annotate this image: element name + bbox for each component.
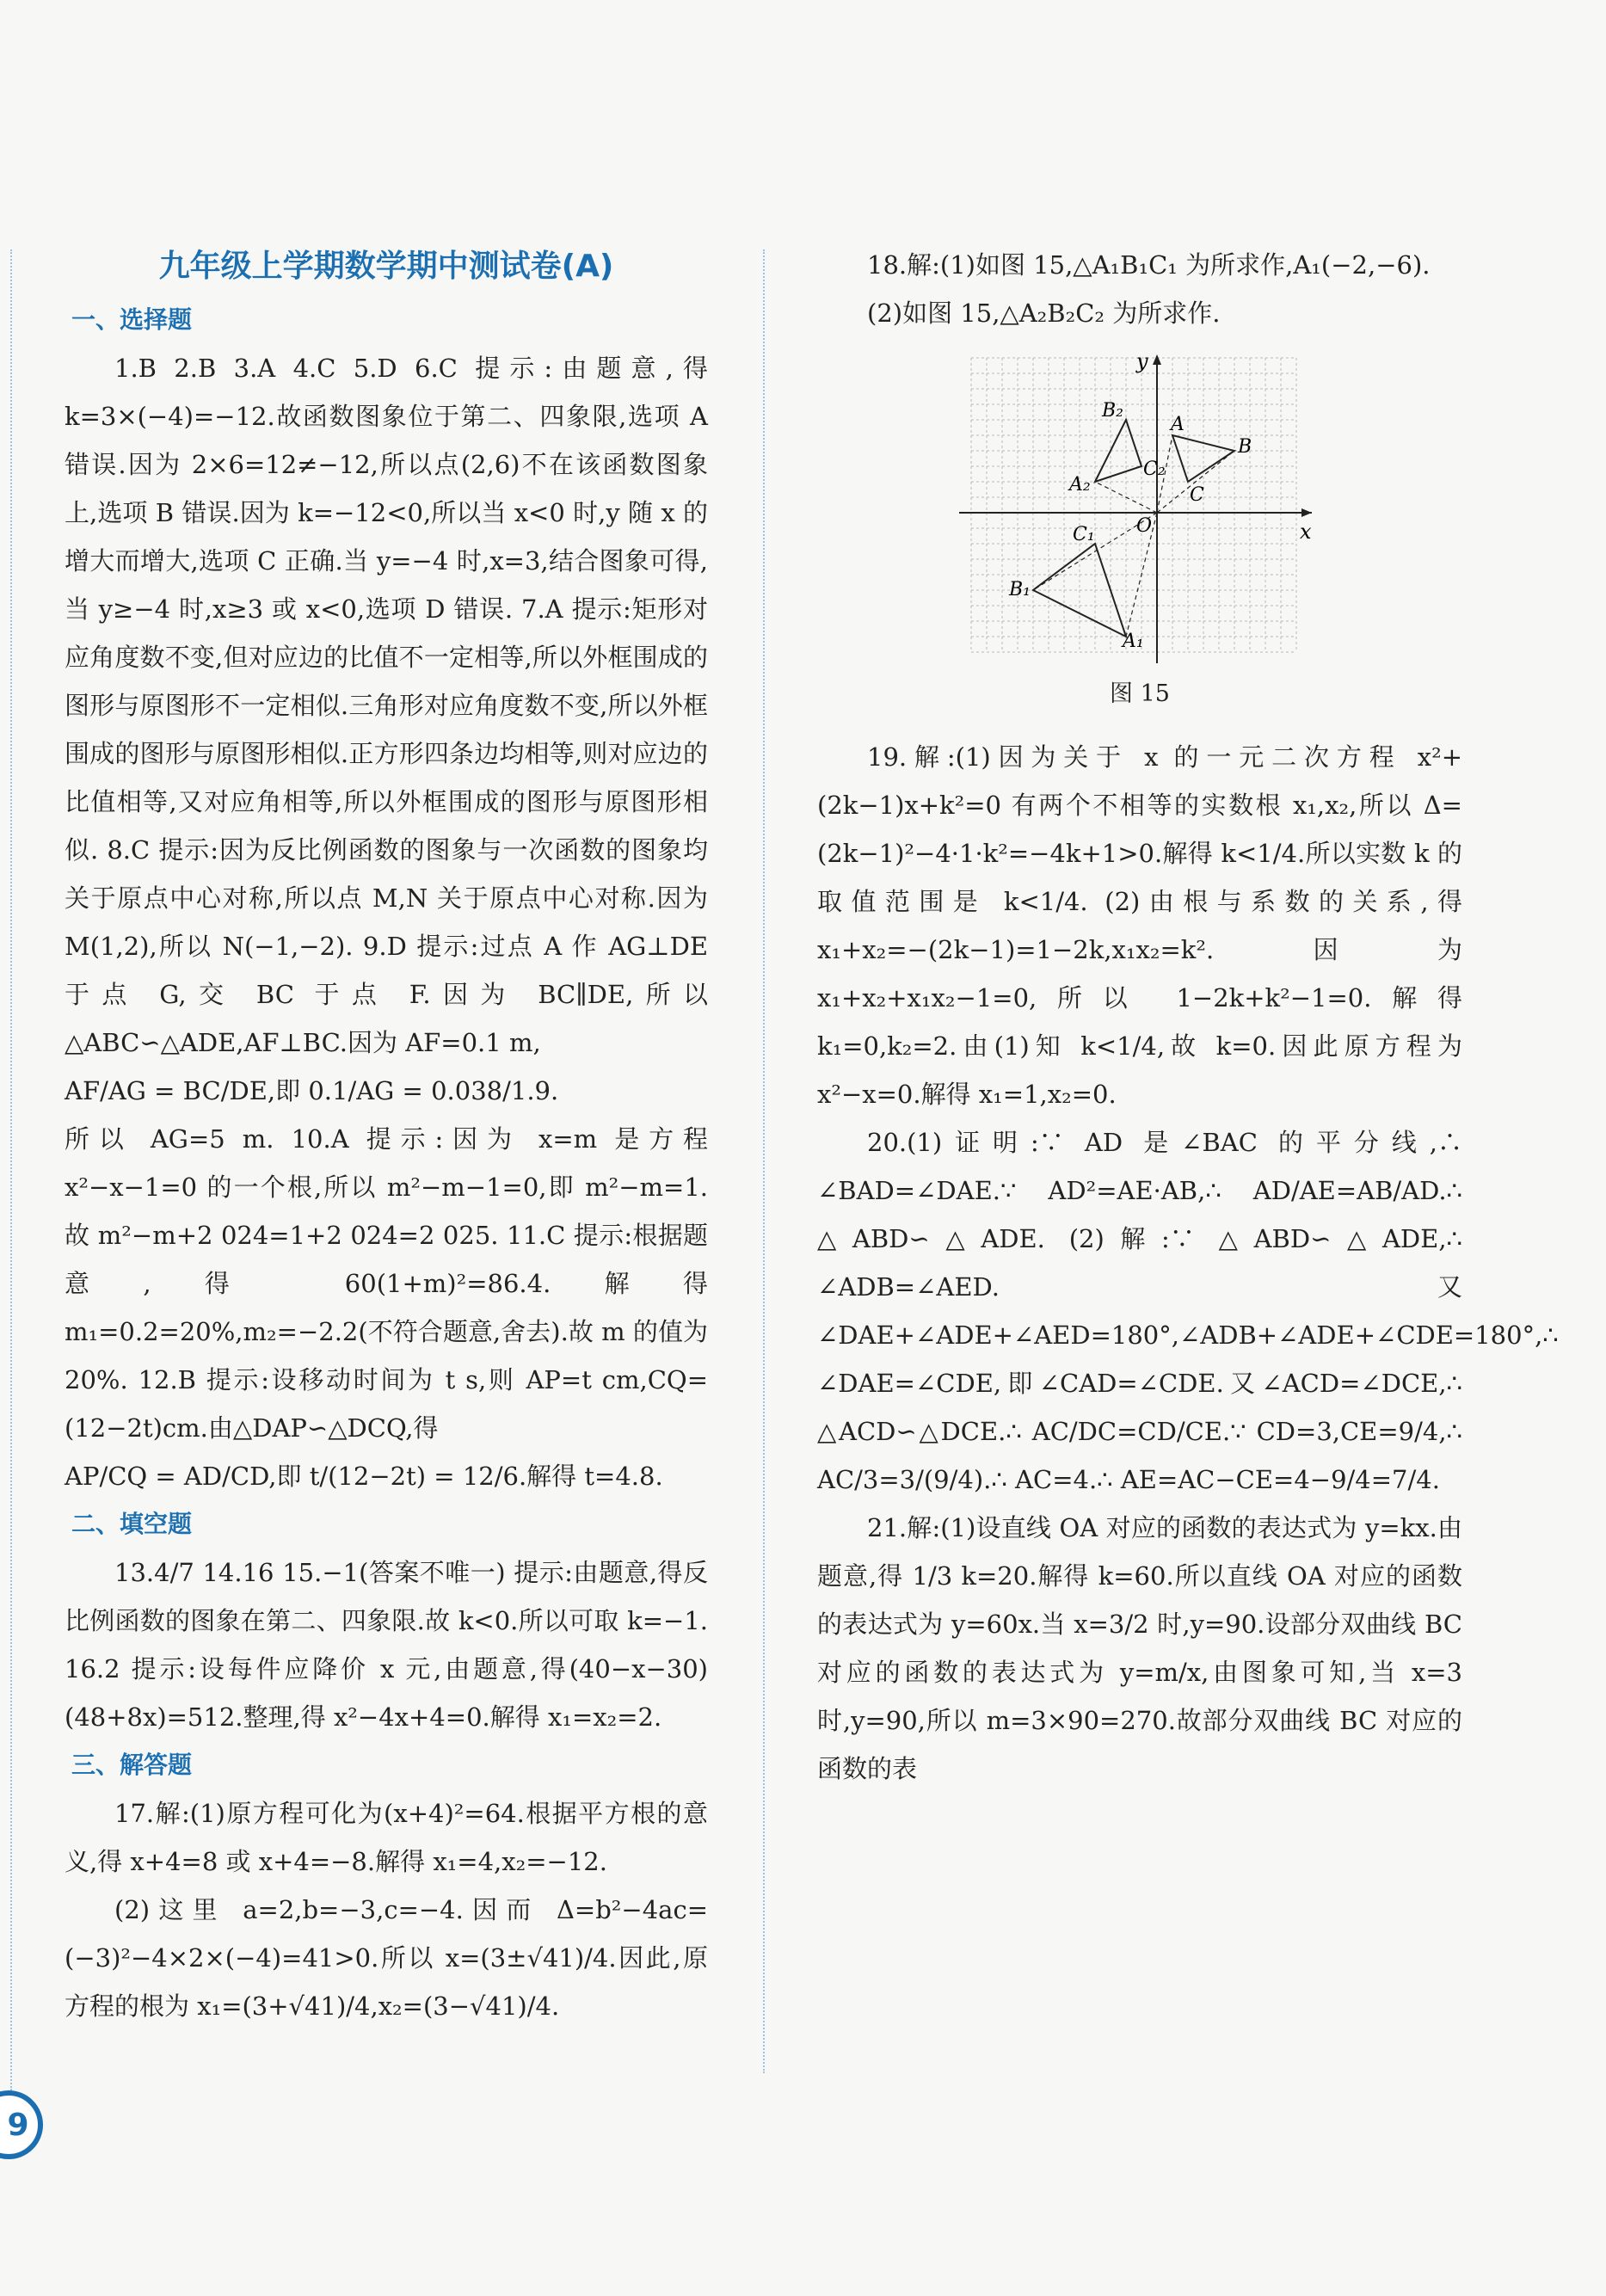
page-number-badge — [0, 2090, 43, 2159]
right-column — [817, 241, 1559, 1793]
section-choice: 一、选择题 — [71, 305, 193, 334]
answer-choice-1-9: 1.B 2.B 3.A 4.C 5.D 6.C 提示:由题意,得 k=3×(−4)=−12.故函数图象位于第二、四象限,选项 A 错误.因为 2×6=12≠−12,所以点(2,6)不在该函数图象上,选项 B 错误.因为 k=−12<0,所以当 x<0 时,y 随 x 的增大而增大,选项 C 正确.当 y=−4 时,x=3,结合图象可得,当 y≥−4 时,x≥3 或 x<0,选项 D 错误. 7.A 提示:矩形对应角度数不变,但对应边的比值不一定相等,所以外框围成的图形与原图形不一定相似.三角形对应角度数不变,所以外框围成的图形与原图形相似.正方形四条边均相等,则对应边的比值相等,又对应角相等,所以外框围成的图形与原图形相似. 8.C 提示:因为反比例函数的图象与一次函数的图象均关于原点中心对称,所以点 M,N 关于原点中心对称.因为 M(1,2),所以 N(−1,−2). 9.D 提示:过点 A 作 AG⊥DE 于点 G,交 BC 于点 F.因为 BC∥DE,所以△ABC∽△ADE,AF⊥BC.因为 AF=0.1 m, — [65, 354, 708, 1057]
label-b: B — [1238, 436, 1252, 458]
answer-18-part2: (2)如图 15,△A₂B₂C₂ 为所求作. — [867, 299, 1221, 328]
answer-9-fraction: AF/AG = BC/DE,即 0.1/AG = 0.038/1.9. — [65, 1076, 559, 1105]
label-a2: A₂ — [1069, 474, 1091, 496]
label-c2: C₂ — [1143, 459, 1166, 480]
section-answer: 三、解答题 — [71, 1751, 193, 1779]
left-column — [65, 241, 708, 2030]
answer-17-part1: 17.解:(1)原方程可化为(x+4)²=64.根据平方根的意义,得 x+4=8 或 x+4=−8.解得 x₁=4,x₂=−12. — [65, 1799, 708, 1876]
section-fill: 二、填空题 — [71, 1510, 193, 1538]
label-c: C — [1190, 484, 1204, 506]
answer-17-part2: (2)这里 a=2,b=−3,c=−4.因而 Δ=b²−4ac=(−3)²−4×2×(−4)=41>0.所以 x=(3±√41)/4.因此,原方程的根为 x₁=(3+√41)/4,x₂=(3−√41)/4. — [65, 1895, 708, 2021]
figure-caption: 图 15 — [1110, 680, 1170, 707]
origin-label: O — [1136, 515, 1153, 537]
answer-18-part1: 18.解:(1)如图 15,△A₁B₁C₁ 为所求作,A₁(−2,−6). — [867, 250, 1431, 280]
answer-fill-13-16: 13.4/7 14.16 15.−1(答案不唯一) 提示:由题意,得反比例函数的图象在第二、四象限.故 k<0.所以可取 k=−1. 16.2 提示:设每件应降价 x 元,由题意,得(40−x−30)(48+8x)=512.整理,得 x²−4x+4=0.解得 x₁=x₂=2. — [65, 1558, 708, 1732]
label-c1: C₁ — [1073, 524, 1095, 545]
answer-choice-10-12: 所以 AG=5 m. 10.A 提示:因为 x=m 是方程 x²−x−1=0 的一个根,所以 m²−m−1=0,即 m²−m=1.故 m²−m+2 024=1+2 024=2 025. 11.C 提示:根据题意,得 60(1+m)²=86.4.解得 m₁=0.2=20%,m₂=−2.2(不符合题意,舍去).故 m 的值为 20%. 12.B 提示:设移动时间为 t s,则 AP=t cm,CQ=(12−2t)cm.由△DAP∽△DCQ,得 — [65, 1124, 708, 1443]
label-a: A — [1171, 414, 1185, 435]
answer-21: 21.解:(1)设直线 OA 对应的函数的表达式为 y=kx.由题意,得 1/3 k=20.解得 k=60.所以直线 OA 对应的函数的表达式为 y=60x.当 x=3/2 时,y=90.设部分双曲线 BC 对应的函数的表达式为 y=m/x,由图象可知,当 x=3 时,y=90,所以 m=3×90=270.故部分双曲线 BC 对应的函数的表 — [817, 1513, 1462, 1783]
answer-19: 19.解:(1)因为关于 x 的一元二次方程 x²+(2k−1)x+k²=0 有两个不相等的实数根 x₁,x₂,所以 Δ=(2k−1)²−4·1·k²=−4k+1>0.解得 k<1/4.所以实数 k 的取值范围是 k<1/4. (2)由根与系数的关系,得 x₁+x₂=−(2k−1)=1−2k,x₁x₂=k².因为 x₁+x₂+x₁x₂−1=0,所以 1−2k+k²−1=0.解得 k₁=0,k₂=2.由(1)知 k<1/4,故 k=0.因此原方程为 x²−x=0.解得 x₁=1,x₂=0. — [817, 742, 1462, 1109]
x-axis-label: x — [1300, 520, 1312, 544]
column-divider — [763, 249, 765, 2073]
label-a1: A₁ — [1123, 631, 1144, 652]
label-b1: B₁ — [1009, 579, 1031, 600]
y-axis-label: y — [1136, 349, 1148, 373]
page-title: 九年级上学期数学期中测试卷(A) — [158, 249, 614, 284]
answer-12-fraction: AP/CQ = AD/CD,即 t/(12−2t) = 12/6.解得 t=4.8. — [65, 1462, 663, 1491]
coordinate-grid-figure — [959, 349, 1320, 668]
left-margin-divider — [10, 249, 12, 2090]
answer-20: 20.(1)证明:∵ AD 是∠BAC 的平分线,∴ ∠BAD=∠DAE.∵ AD²=AE·AB,∴ AD/AE=AB/AD.∴ △ABD∽△ADE. (2)解:∵ △ABD∽△ADE,∴ ∠ADB=∠AED.又∠DAE+∠ADE+∠AED=180°,∠ADB+∠ADE+∠CDE=180°,∴ ∠DAE=∠CDE,即∠CAD=∠CDE.又∠ACD=∠DCE,∴ △ACD∽△DCE.∴ AC/DC=CD/CE.∵ CD=3,CE=9/4,∴ AC/3=3/(9/4).∴ AC=4.∴ AE=AC−CE=4−9/4=7/4. — [817, 1128, 1559, 1494]
figure-15 — [817, 349, 1462, 668]
label-b2: B₂ — [1102, 400, 1123, 422]
page-number: 9 — [7, 2107, 29, 2143]
